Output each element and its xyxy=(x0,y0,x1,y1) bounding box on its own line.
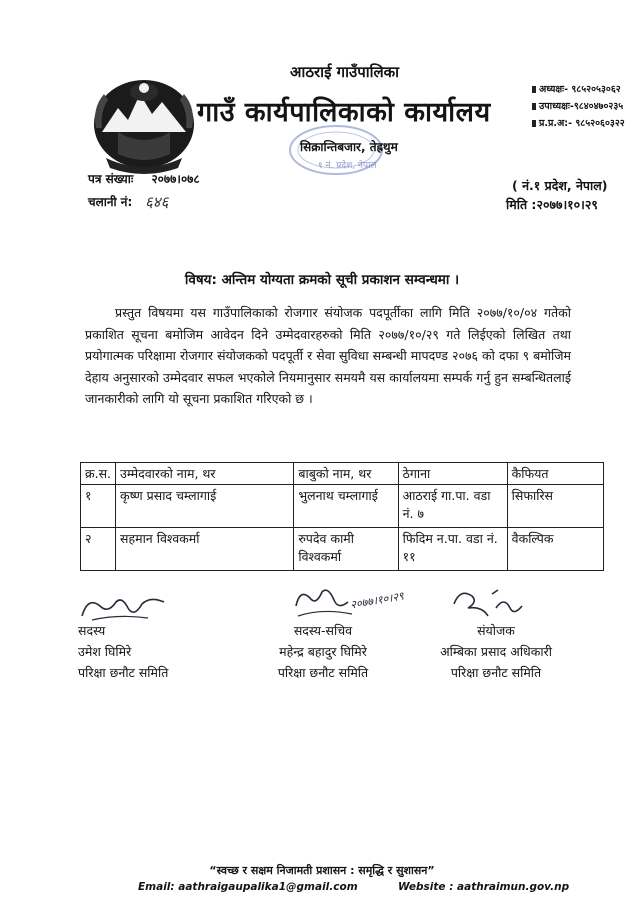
footer-motto: “स्वच्छ र सक्षम निजामती प्रशासन : समृद्धि र सुशासन” xyxy=(209,864,435,877)
signatory-role: सदस्य-सचिव xyxy=(293,623,353,638)
stamp-text: १ नं. प्रदेश, नेपाल xyxy=(318,161,377,171)
column-header-address: ठेगाना xyxy=(398,463,507,485)
cell-address: फिदिम न.पा. वडा नं. ११ xyxy=(398,528,507,571)
signatory-role: संयोजक xyxy=(477,623,515,638)
table-row xyxy=(81,485,604,528)
cell-sn: २ xyxy=(81,528,116,571)
signatory-name: उमेश घिमिरे xyxy=(78,644,132,659)
dispatch-label: चलानी नं: xyxy=(88,195,133,209)
signature-date: २०७७।१०।२९ xyxy=(349,589,405,612)
bullet-icon xyxy=(532,120,536,127)
cell-name: सहमान विश्वकर्मा xyxy=(116,528,294,571)
notice-body: प्रस्तुत विषयमा यस गाउँपालिकाको रोजगार संयोजक पदपूर्तीका लागि मिति २०७७/१०/०४ गतेको प्रकाशित सूचना बमोजिम आवेदन दिने उम्मेदवारहरुको मिति २०७७/१०/२९ गते लिईएको लिखित तथा प्रयोगात्मक परिक्षामा रोजगार संयोजकको पदपूर्ती र सेवा सुविधा सम्बन्धी मापदण्ड २०७६ को दफा ९ बमोजिम देहाय अनुसारको उम्मेदवार सफल भएकोले नियमानुसार समयमै यस कार्यालयमा सम्पर्क गर्नु हुन सम्बन्धितलाई जानकारीको लागि यो सूचना प्रकाशित गरिएको छ । xyxy=(85,305,571,406)
signatory-coordinator xyxy=(426,620,566,683)
cell-remark: सिफारिस xyxy=(507,485,603,528)
footer-website: Website : aathraimun.gov.np xyxy=(398,881,570,893)
signatory-committee: परिक्षा छनौट समिति xyxy=(78,665,169,680)
signatory-committee: परिक्षा छनौट समिति xyxy=(450,665,542,680)
contact-cao: प्र.प्र.अ:- ९८५२०६०३२२ xyxy=(532,116,625,129)
cell-father: भुलनाथ चम्लागाई xyxy=(294,485,398,528)
column-header-name: उम्मेदवारको नाम, थर xyxy=(116,463,294,485)
signatory-committee: परिक्षा छनौट समिति xyxy=(277,665,369,680)
nepal-emblem-icon xyxy=(88,68,200,176)
cell-sn: १ xyxy=(81,485,116,528)
municipality-name: आठराई गाउँपालिका xyxy=(290,63,400,81)
footer-email: Email: aathraigaupalika1@gmail.com xyxy=(138,881,358,893)
candidate-table xyxy=(80,462,604,571)
table-row xyxy=(81,528,604,571)
cell-remark: वैकल्पिक xyxy=(507,528,603,571)
contact-vice-chairperson: उपाध्यक्षः-९८४०४७०२३५ xyxy=(532,99,623,112)
dispatch-number: ६४६ xyxy=(145,193,169,211)
signatory-member-secretary xyxy=(258,620,388,683)
office-address: सिक्रान्तिबजार, तेह्रथुम xyxy=(300,140,398,154)
cell-name: कृष्ण प्रसाद चम्लागाई xyxy=(116,485,294,528)
bullet-icon xyxy=(532,103,536,110)
signatory-name: महेन्द्र बहादुर घिमिरे xyxy=(279,644,367,659)
letter-date: मिति :२०७७।१०।२९ xyxy=(506,197,598,212)
signatory-name: अम्बिका प्रसाद अधिकारी xyxy=(440,644,552,659)
subject-line: विषय: अन्तिम योग्यता क्रमको सूची प्रकाशन सम्वन्धमा । xyxy=(184,272,460,288)
letter-number: पत्र संख्याः २०७७।०७८ xyxy=(88,172,200,186)
cell-father: रुपदेव कामी विश्वकर्मा xyxy=(294,528,398,571)
bullet-icon xyxy=(532,86,536,93)
column-header-father: बाबुको नाम, थर xyxy=(294,463,398,485)
table-header-row xyxy=(81,463,604,485)
office-title: गाउँ कार्यपालिकाको कार्यालय xyxy=(197,97,491,128)
contact-chairperson: अध्यक्षः- ९८५२०५३०६२ xyxy=(532,82,621,95)
cell-address: आठराई गा.पा. वडा नं. ७ xyxy=(398,485,507,528)
signatory-role: सदस्य xyxy=(78,623,106,638)
province-label: ( नं.१ प्रदेश, नेपाल) xyxy=(512,178,608,193)
column-header-sn: क्र.स. xyxy=(81,463,116,485)
column-header-remark: कैफियत xyxy=(507,463,603,485)
signatory-member xyxy=(78,620,168,683)
